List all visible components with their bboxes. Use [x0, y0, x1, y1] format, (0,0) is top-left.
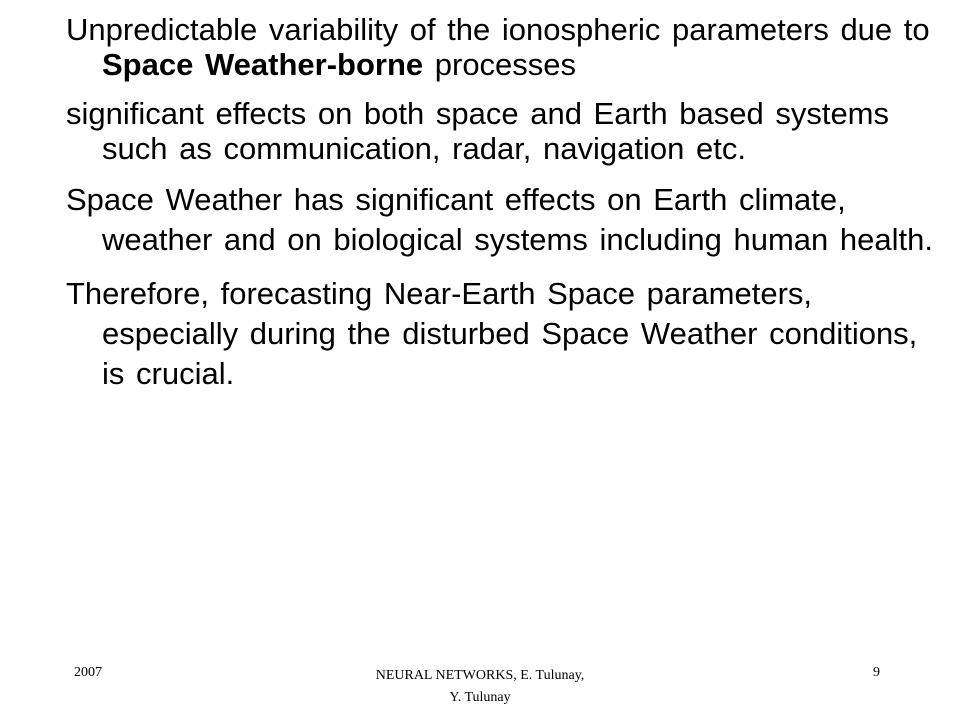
footer-page-number: 9 — [873, 665, 880, 680]
bullet-paragraph-3: Space Weather has significant effects on Earth climate, weather and on biological systems including human health. — [66, 182, 933, 257]
paragraph-1-bold-text: Space Weather-borne — [102, 47, 424, 82]
paragraph-1-text-after: processes — [423, 47, 577, 82]
footer-title-line-1: NEURAL NETWORKS, E. Tulunay, — [375, 668, 585, 683]
footer-title — [330, 665, 630, 709]
slide-body — [66, 12, 946, 408]
paragraph-1-text-before: Unpredictable variability of the ionospheric parameters due to — [66, 12, 930, 47]
bullet-paragraph-1 — [66, 12, 946, 82]
bullet-paragraph-4: Therefore, forecasting Near-Earth Space parameters, especially during the disturbed Space Weather conditions, is crucial. — [66, 276, 918, 391]
footer-date: 2007 — [74, 665, 102, 680]
bullet-paragraph-2: significant effects on both space and Earth based systems such as communication, radar, navigation etc. — [66, 96, 890, 166]
footer-title-line-2: Y. Tulunay — [449, 690, 511, 705]
